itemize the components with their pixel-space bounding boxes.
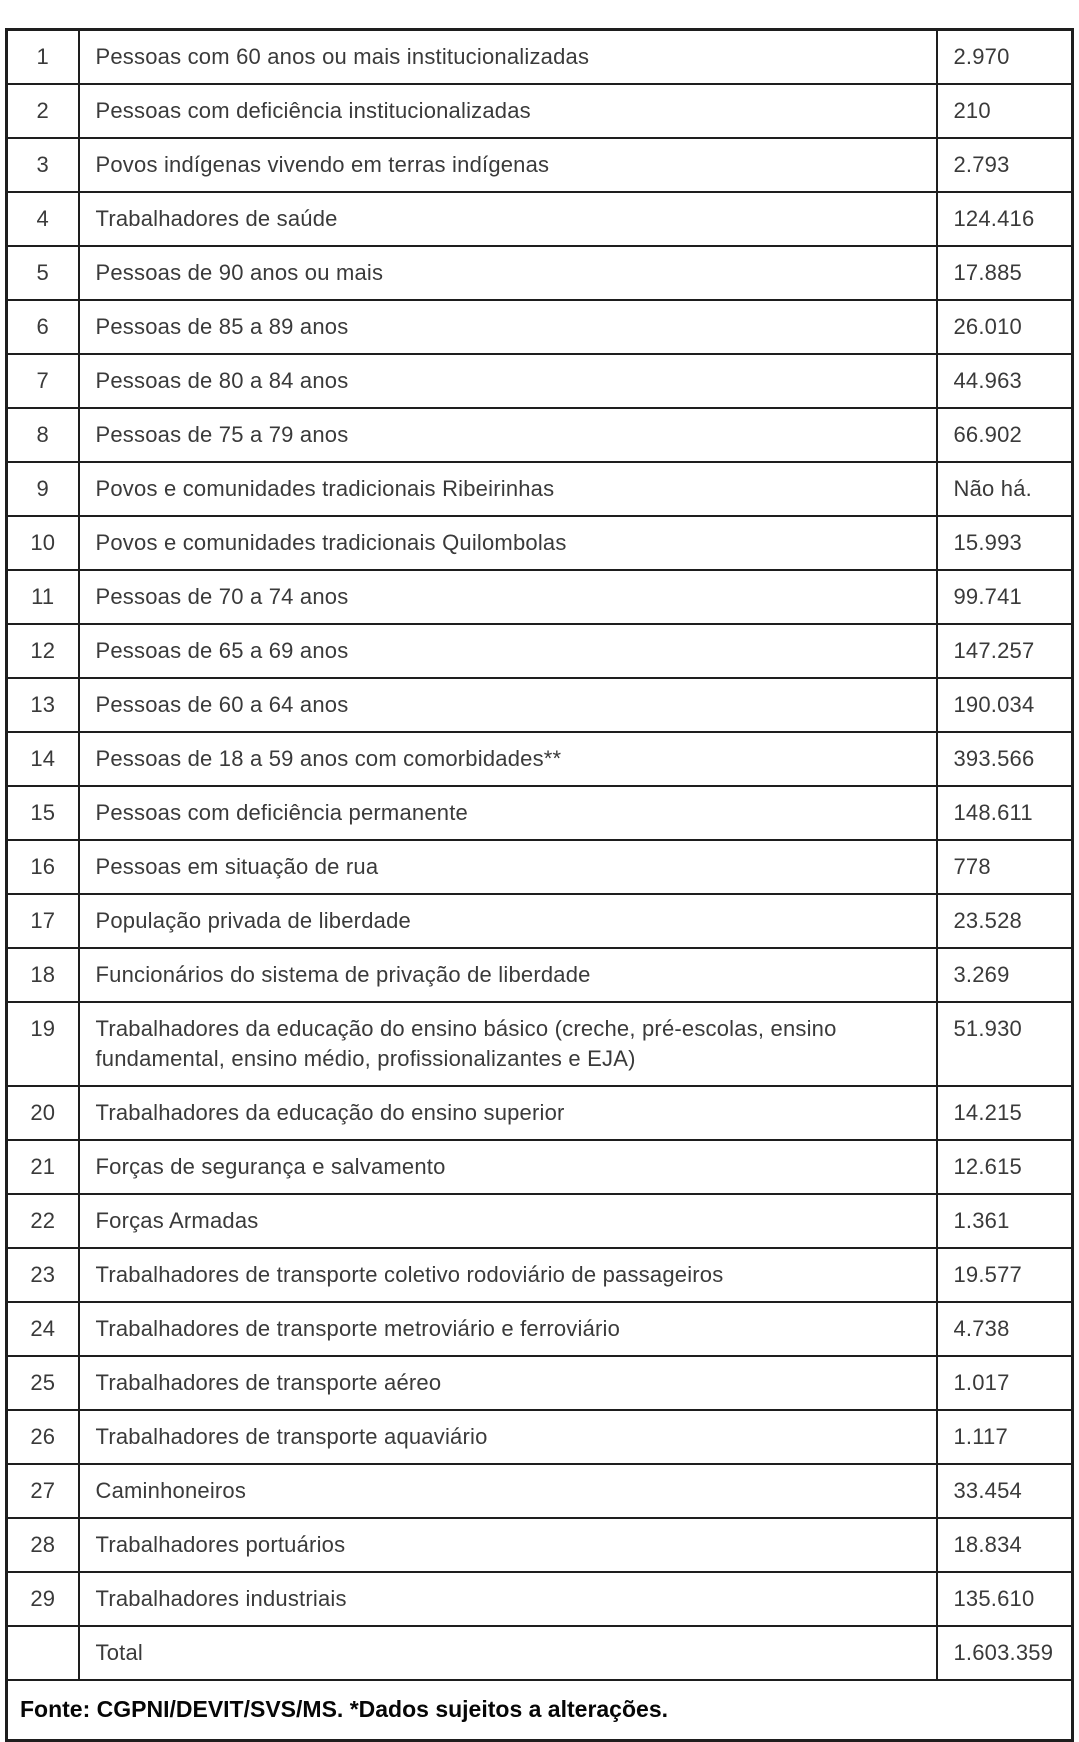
total-row xyxy=(7,1626,1073,1680)
row-description-cell: Trabalhadores de saúde xyxy=(79,192,937,246)
row-description-cell: Trabalhadores da educação do ensino superior xyxy=(79,1086,937,1140)
row-description-cell: Pessoas com 60 anos ou mais institucionalizadas xyxy=(79,30,937,85)
row-number-cell: 7 xyxy=(7,354,79,408)
footer-row xyxy=(7,1680,1073,1741)
row-description-cell: Pessoas de 75 a 79 anos xyxy=(79,408,937,462)
table-row xyxy=(7,192,1073,246)
row-value-cell: Não há. xyxy=(937,462,1073,516)
table-row xyxy=(7,624,1073,678)
priority-groups-table xyxy=(5,28,1074,1742)
row-description-cell: Povos e comunidades tradicionais Ribeirinhas xyxy=(79,462,937,516)
row-number-cell: 23 xyxy=(7,1248,79,1302)
row-description-cell: Funcionários do sistema de privação de liberdade xyxy=(79,948,937,1002)
row-value-cell: 190.034 xyxy=(937,678,1073,732)
table-row xyxy=(7,408,1073,462)
row-value-cell: 33.454 xyxy=(937,1464,1073,1518)
table-row xyxy=(7,1086,1073,1140)
row-description-cell: Trabalhadores de transporte aéreo xyxy=(79,1356,937,1410)
row-description-cell: Forças de segurança e salvamento xyxy=(79,1140,937,1194)
row-description-cell: Pessoas de 70 a 74 anos xyxy=(79,570,937,624)
row-description-cell: Pessoas de 65 a 69 anos xyxy=(79,624,937,678)
row-number-cell: 26 xyxy=(7,1410,79,1464)
row-number-cell: 24 xyxy=(7,1302,79,1356)
row-description-cell: Pessoas com deficiência institucionalizadas xyxy=(79,84,937,138)
row-description-cell: Pessoas de 90 anos ou mais xyxy=(79,246,937,300)
row-number-cell: 12 xyxy=(7,624,79,678)
table-row xyxy=(7,732,1073,786)
row-number-cell: 5 xyxy=(7,246,79,300)
row-number-cell: 4 xyxy=(7,192,79,246)
table-row xyxy=(7,1248,1073,1302)
row-description-cell: Pessoas de 80 a 84 anos xyxy=(79,354,937,408)
row-description-cell: Povos indígenas vivendo em terras indígenas xyxy=(79,138,937,192)
row-number-cell: 6 xyxy=(7,300,79,354)
table-row xyxy=(7,1194,1073,1248)
row-number-cell: 13 xyxy=(7,678,79,732)
row-number-cell: 1 xyxy=(7,30,79,85)
row-value-cell: 66.902 xyxy=(937,408,1073,462)
row-number-cell: 22 xyxy=(7,1194,79,1248)
table-row xyxy=(7,1464,1073,1518)
row-value-cell: 2.793 xyxy=(937,138,1073,192)
table-row xyxy=(7,462,1073,516)
row-number-cell: 8 xyxy=(7,408,79,462)
row-number-cell: 25 xyxy=(7,1356,79,1410)
row-value-cell: 18.834 xyxy=(937,1518,1073,1572)
row-value-cell: 51.930 xyxy=(937,1002,1073,1086)
row-number-cell: 18 xyxy=(7,948,79,1002)
row-description-cell: Caminhoneiros xyxy=(79,1464,937,1518)
table-row xyxy=(7,948,1073,1002)
row-value-cell: 778 xyxy=(937,840,1073,894)
table-row xyxy=(7,1302,1073,1356)
table-body xyxy=(7,30,1073,1681)
row-number-cell: 17 xyxy=(7,894,79,948)
row-number-cell: 27 xyxy=(7,1464,79,1518)
table-row xyxy=(7,570,1073,624)
row-value-cell: 1.603.359 xyxy=(937,1626,1073,1680)
row-value-cell: 3.269 xyxy=(937,948,1073,1002)
table-row xyxy=(7,1572,1073,1626)
table-row xyxy=(7,894,1073,948)
row-value-cell: 4.738 xyxy=(937,1302,1073,1356)
row-number-cell: 10 xyxy=(7,516,79,570)
row-description-cell: Pessoas em situação de rua xyxy=(79,840,937,894)
row-number-cell: 3 xyxy=(7,138,79,192)
row-number-cell: 19 xyxy=(7,1002,79,1086)
row-value-cell: 124.416 xyxy=(937,192,1073,246)
table-row xyxy=(7,1140,1073,1194)
row-value-cell: 99.741 xyxy=(937,570,1073,624)
table-row xyxy=(7,1410,1073,1464)
row-number-cell: 11 xyxy=(7,570,79,624)
row-value-cell: 19.577 xyxy=(937,1248,1073,1302)
row-description-cell: Trabalhadores industriais xyxy=(79,1572,937,1626)
row-description-cell: Pessoas de 60 a 64 anos xyxy=(79,678,937,732)
row-description-cell: Trabalhadores de transporte metroviário e ferroviário xyxy=(79,1302,937,1356)
row-description-cell: Pessoas de 85 a 89 anos xyxy=(79,300,937,354)
row-value-cell: 26.010 xyxy=(937,300,1073,354)
table-row xyxy=(7,1518,1073,1572)
row-number-cell: 20 xyxy=(7,1086,79,1140)
row-description-cell: Total xyxy=(79,1626,937,1680)
table-row xyxy=(7,786,1073,840)
row-value-cell: 14.215 xyxy=(937,1086,1073,1140)
row-description-cell: Trabalhadores portuários xyxy=(79,1518,937,1572)
source-note: Fonte: CGPNI/DEVIT/SVS/MS. *Dados sujeitos a alterações. xyxy=(7,1680,1073,1741)
row-value-cell: 12.615 xyxy=(937,1140,1073,1194)
row-number-cell: 21 xyxy=(7,1140,79,1194)
row-description-cell: Forças Armadas xyxy=(79,1194,937,1248)
table-row xyxy=(7,246,1073,300)
row-value-cell: 148.611 xyxy=(937,786,1073,840)
row-value-cell: 23.528 xyxy=(937,894,1073,948)
row-number-cell: 15 xyxy=(7,786,79,840)
table-row xyxy=(7,138,1073,192)
row-number-cell: 16 xyxy=(7,840,79,894)
table-foot xyxy=(7,1680,1073,1741)
row-value-cell: 2.970 xyxy=(937,30,1073,85)
row-description-cell: Trabalhadores de transporte coletivo rodoviário de passageiros xyxy=(79,1248,937,1302)
row-number-cell: 14 xyxy=(7,732,79,786)
table-row xyxy=(7,30,1073,85)
row-number-cell: 9 xyxy=(7,462,79,516)
row-value-cell: 17.885 xyxy=(937,246,1073,300)
row-number-cell xyxy=(7,1626,79,1680)
row-number-cell: 29 xyxy=(7,1572,79,1626)
table-row xyxy=(7,1356,1073,1410)
row-value-cell: 44.963 xyxy=(937,354,1073,408)
row-description-cell: Pessoas com deficiência permanente xyxy=(79,786,937,840)
row-description-cell: Povos e comunidades tradicionais Quilombolas xyxy=(79,516,937,570)
row-number-cell: 2 xyxy=(7,84,79,138)
table-row xyxy=(7,354,1073,408)
row-description-cell: Trabalhadores de transporte aquaviário xyxy=(79,1410,937,1464)
table-row xyxy=(7,1002,1073,1086)
table-row xyxy=(7,84,1073,138)
row-value-cell: 1.017 xyxy=(937,1356,1073,1410)
table-row xyxy=(7,840,1073,894)
table-row xyxy=(7,516,1073,570)
row-value-cell: 210 xyxy=(937,84,1073,138)
row-value-cell: 1.361 xyxy=(937,1194,1073,1248)
row-value-cell: 15.993 xyxy=(937,516,1073,570)
row-description-cell: População privada de liberdade xyxy=(79,894,937,948)
row-value-cell: 147.257 xyxy=(937,624,1073,678)
row-description-cell: Pessoas de 18 a 59 anos com comorbidades** xyxy=(79,732,937,786)
table-row xyxy=(7,300,1073,354)
table-row xyxy=(7,678,1073,732)
row-number-cell: 28 xyxy=(7,1518,79,1572)
row-value-cell: 1.117 xyxy=(937,1410,1073,1464)
row-value-cell: 135.610 xyxy=(937,1572,1073,1626)
row-value-cell: 393.566 xyxy=(937,732,1073,786)
row-description-cell: Trabalhadores da educação do ensino básico (creche, pré-escolas, ensino fundamental, ensino médio, profissionalizantes e EJA) xyxy=(79,1002,937,1086)
